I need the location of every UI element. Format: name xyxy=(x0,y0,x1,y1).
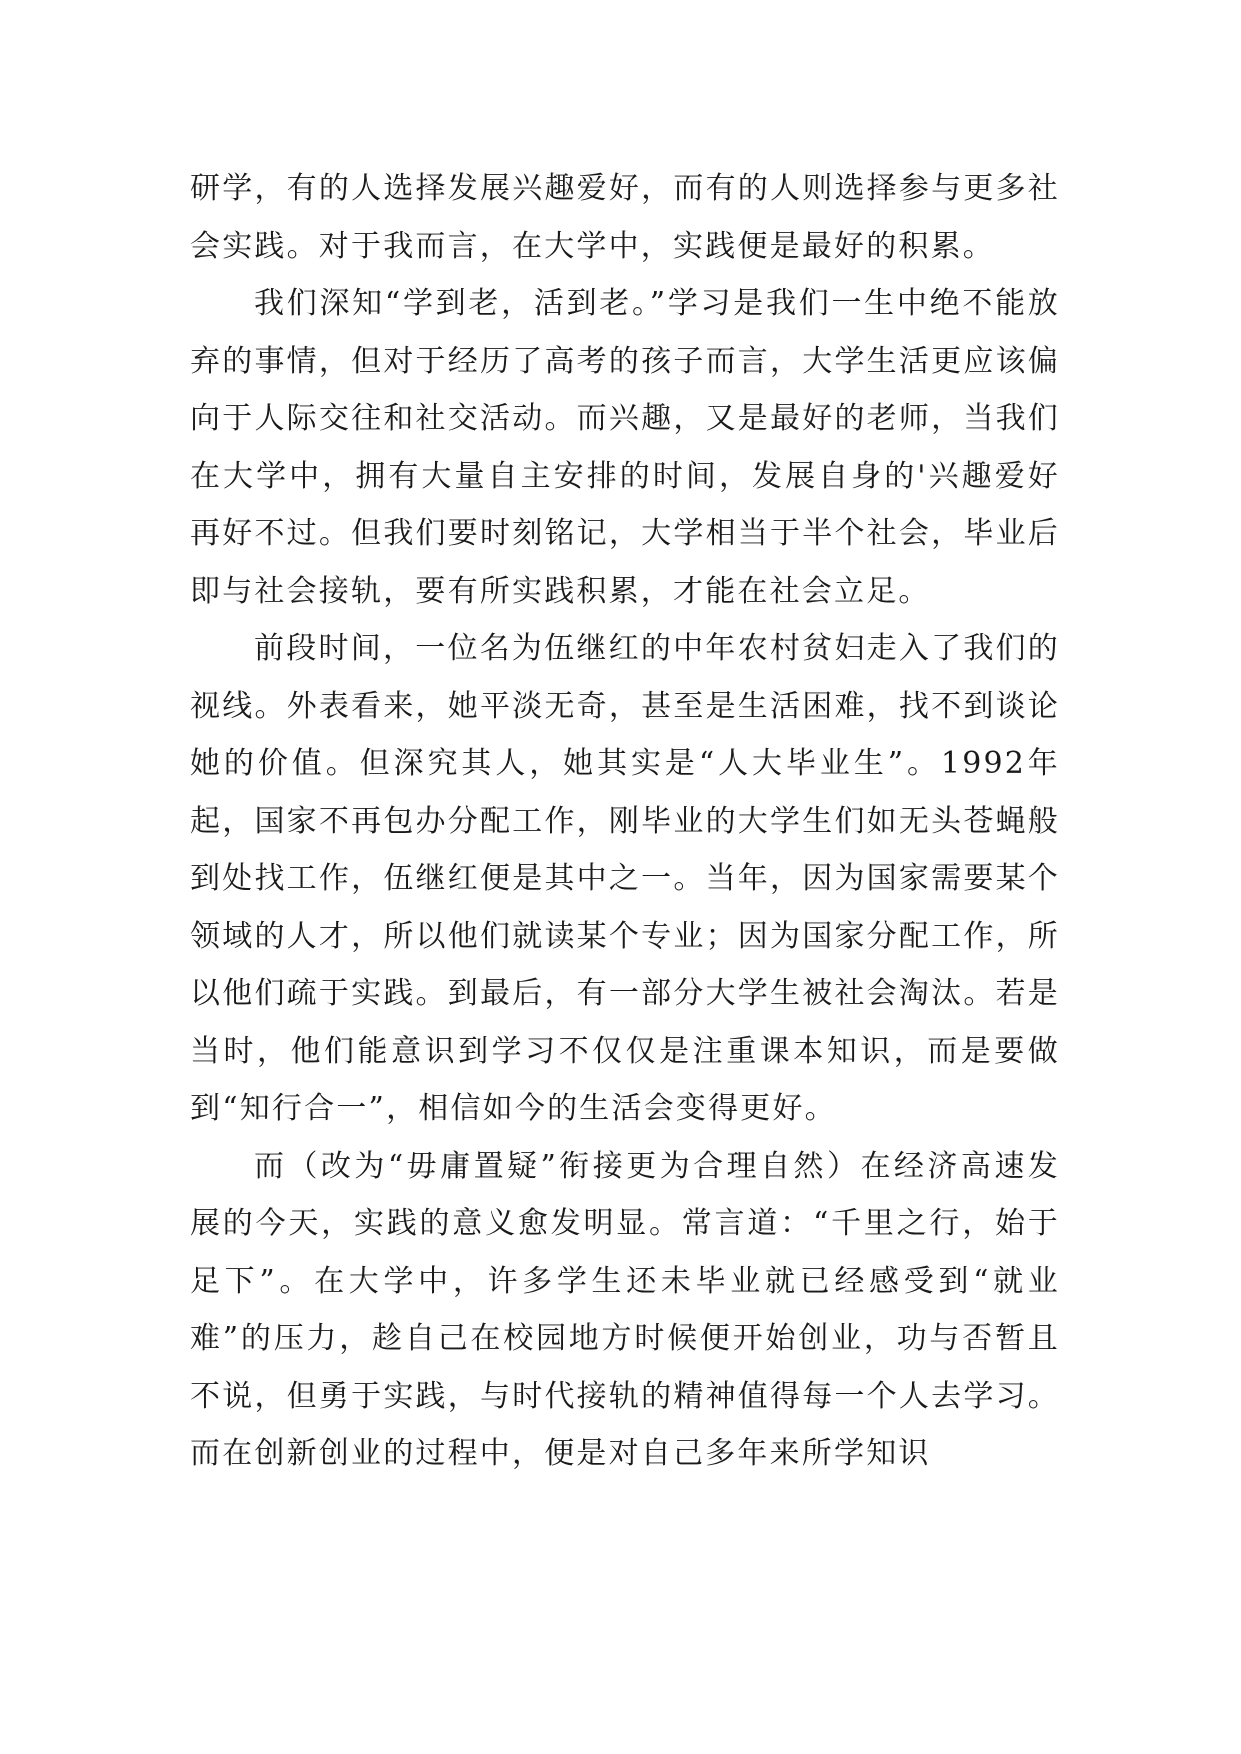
paragraph: 而（改为“毋庸置疑”衔接更为合理自然）在经济高速发展的今天，实践的意义愈发明显。常言道：“千里之行，始于足下”。在大学中，许多学生还未毕业就已经感受到“就业难”的压力，趁自己在校园地方时候便开始创业，功与否暂且不说，但勇于实践，与时代接轨的精神值得每一个人去学习。而在创新创业的过程中，便是对自己多年来所学知识 xyxy=(190,1148,1060,1471)
paragraph: 我们深知“学到老，活到老。”学习是我们一生中绝不能放弃的事情，但对于经历了高考的孩子而言，大学生活更应该偏向于人际交往和社交活动。而兴趣，又是最好的老师，当我们在大学中，拥有大量自主安排的时间，发展自身的'兴趣爱好再好不过。但我们要时刻铭记，大学相当于半个社会，毕业后即与社会接轨，要有所实践积累，才能在社会立足。 xyxy=(190,286,1060,609)
body-text xyxy=(190,160,1060,1483)
paragraph: 前段时间，一位名为伍继红的中年农村贫妇走入了我们的视线。外表看来，她平淡无奇，甚至是生活困难，找不到谈论她的价值。但深究其人，她其实是“人大毕业生”。1992年起，国家不再包办分配工作，刚毕业的大学生们如无头苍蝇般到处找工作，伍继红便是其中之一。当年，因为国家需要某个领域的人才，所以他们就读某个专业；因为国家分配工作，所以他们疏于实践。到最后，有一部分大学生被社会淘汰。若是当时，他们能意识到学习不仅仅是注重课本知识，而是要做到“知行合一”，相信如今的生活会变得更好。 xyxy=(190,631,1060,1126)
paragraph: 研学，有的人选择发展兴趣爱好，而有的人则选择参与更多社会实践。对于我而言，在大学中，实践便是最好的积累。 xyxy=(190,171,1060,264)
